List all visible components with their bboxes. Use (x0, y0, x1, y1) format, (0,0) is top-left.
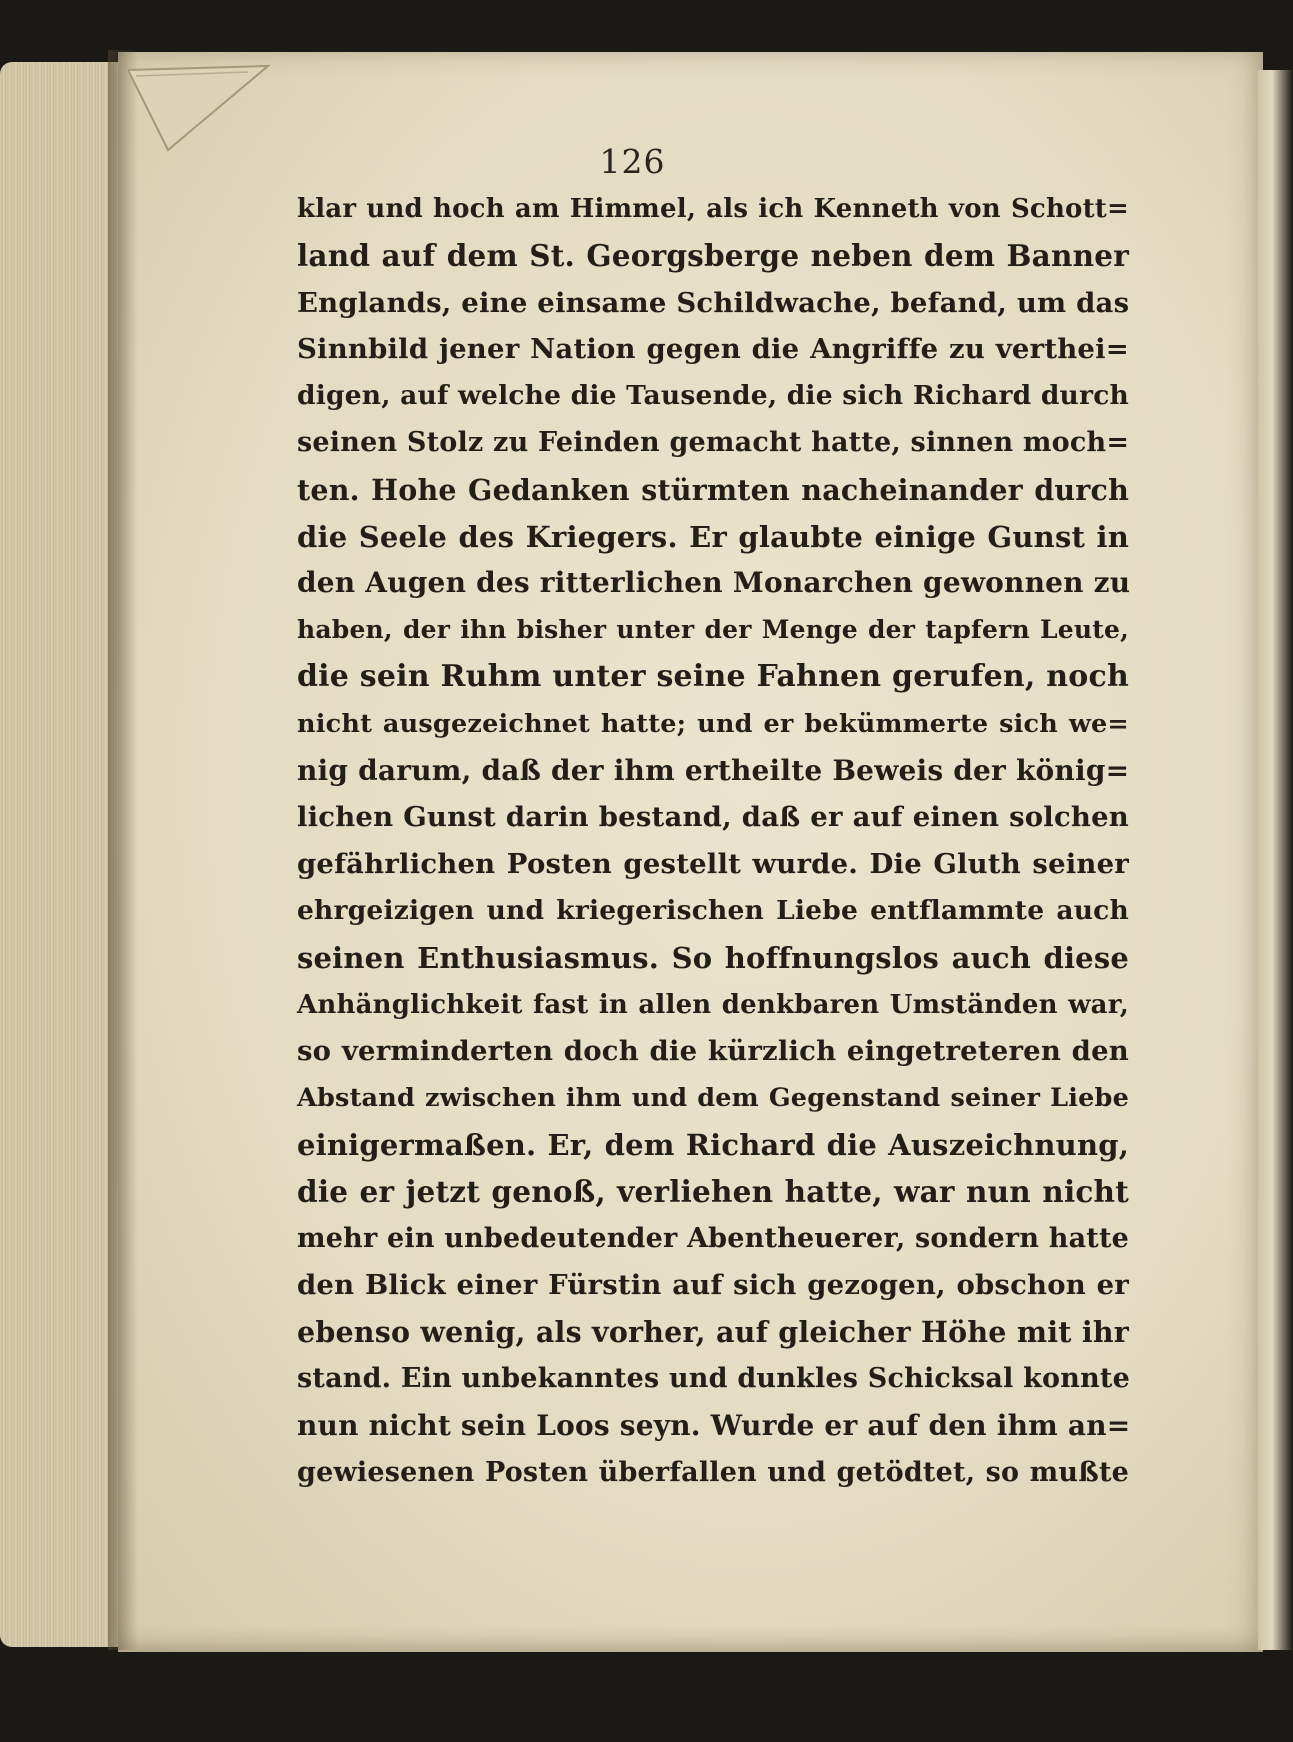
text-line: mehr ein unbedeutender Abentheuerer, sondern hatte (297, 1222, 1130, 1254)
text-line: Abstand zwischen ihm und dem Gegenstand seiner Liebe (297, 1083, 1129, 1114)
text-line: einigermaßen. Er, dem Richard die Auszeichnung, (297, 1127, 1129, 1162)
text-line: nig darum, daß der ihm ertheilte Beweis der könig= (297, 753, 1130, 787)
text-line: digen, auf welche die Tausende, die sich Richard durch (297, 380, 1129, 412)
text-line: nicht ausgezeichnet hatte; und er bekümmerte sich we= (297, 708, 1129, 739)
text-line: ten. Hohe Gedanken stürmten nacheinander durch (297, 472, 1129, 507)
text-line: die sein Ruhm unter seine Fahnen gerufen, noch (297, 658, 1129, 694)
text-line: land auf dem St. Georgsberge neben dem Banner (297, 237, 1129, 273)
text-line: stand. Ein unbekanntes und dunkles Schicksal konnte (297, 1362, 1130, 1394)
text-line: klar und hoch am Himmel, als ich Kenneth von Schott= (297, 194, 1129, 224)
text-line: gefährlichen Posten gestellt wurde. Die Gluth seiner (297, 848, 1129, 881)
text-line: Anhänglichkeit fast in allen denkbaren Umständen war, (297, 989, 1129, 1020)
text-line: ebenso wenig, als vorher, auf gleicher Höhe mit ihr (297, 1315, 1129, 1350)
text-line: nun nicht sein Loos seyn. Wurde er auf den ihm an= (297, 1408, 1131, 1442)
text-line: den Blick einer Fürstin auf sich gezogen, obschon er (297, 1269, 1129, 1302)
text-line: Englands, eine einsame Schildwache, befand, um das (297, 286, 1130, 319)
right-page-edge (1258, 70, 1293, 1650)
text-line: gewiesenen Posten überfallen und getödtet, so mußte (297, 1456, 1129, 1488)
text-line: die er jetzt genoß, verliehen hatte, war nun nicht (297, 1173, 1129, 1209)
page-number: 126 (599, 142, 666, 181)
page-stack-edge (0, 62, 120, 1647)
text-line: ehrgeizigen und kriegerischen Liebe entflammte auch (297, 894, 1129, 926)
spine-shadow (108, 50, 138, 1650)
text-line: seinen Stolz zu Feinden gemacht hatte, sinnen moch= (297, 426, 1130, 458)
text-line: haben, der ihn bisher unter der Menge der tapfern Leute, (297, 615, 1129, 645)
text-line: Sinnbild jener Nation gegen die Angriffe zu verthei= (297, 333, 1129, 366)
body-text (297, 186, 1129, 1496)
text-line: so verminderten doch die kürzlich eingetreteren den (297, 1035, 1129, 1068)
text-line: den Augen des ritterlichen Monarchen gewonnen zu (297, 566, 1131, 600)
folded-corner-icon (128, 62, 278, 152)
text-line: lichen Gunst darin bestand, daß er auf einen solchen (297, 801, 1129, 834)
text-line: die Seele des Kriegers. Er glaubte einige Gunst in (297, 519, 1129, 554)
text-line: seinen Enthusiasmus. So hoffnungslos auch diese (297, 940, 1129, 975)
